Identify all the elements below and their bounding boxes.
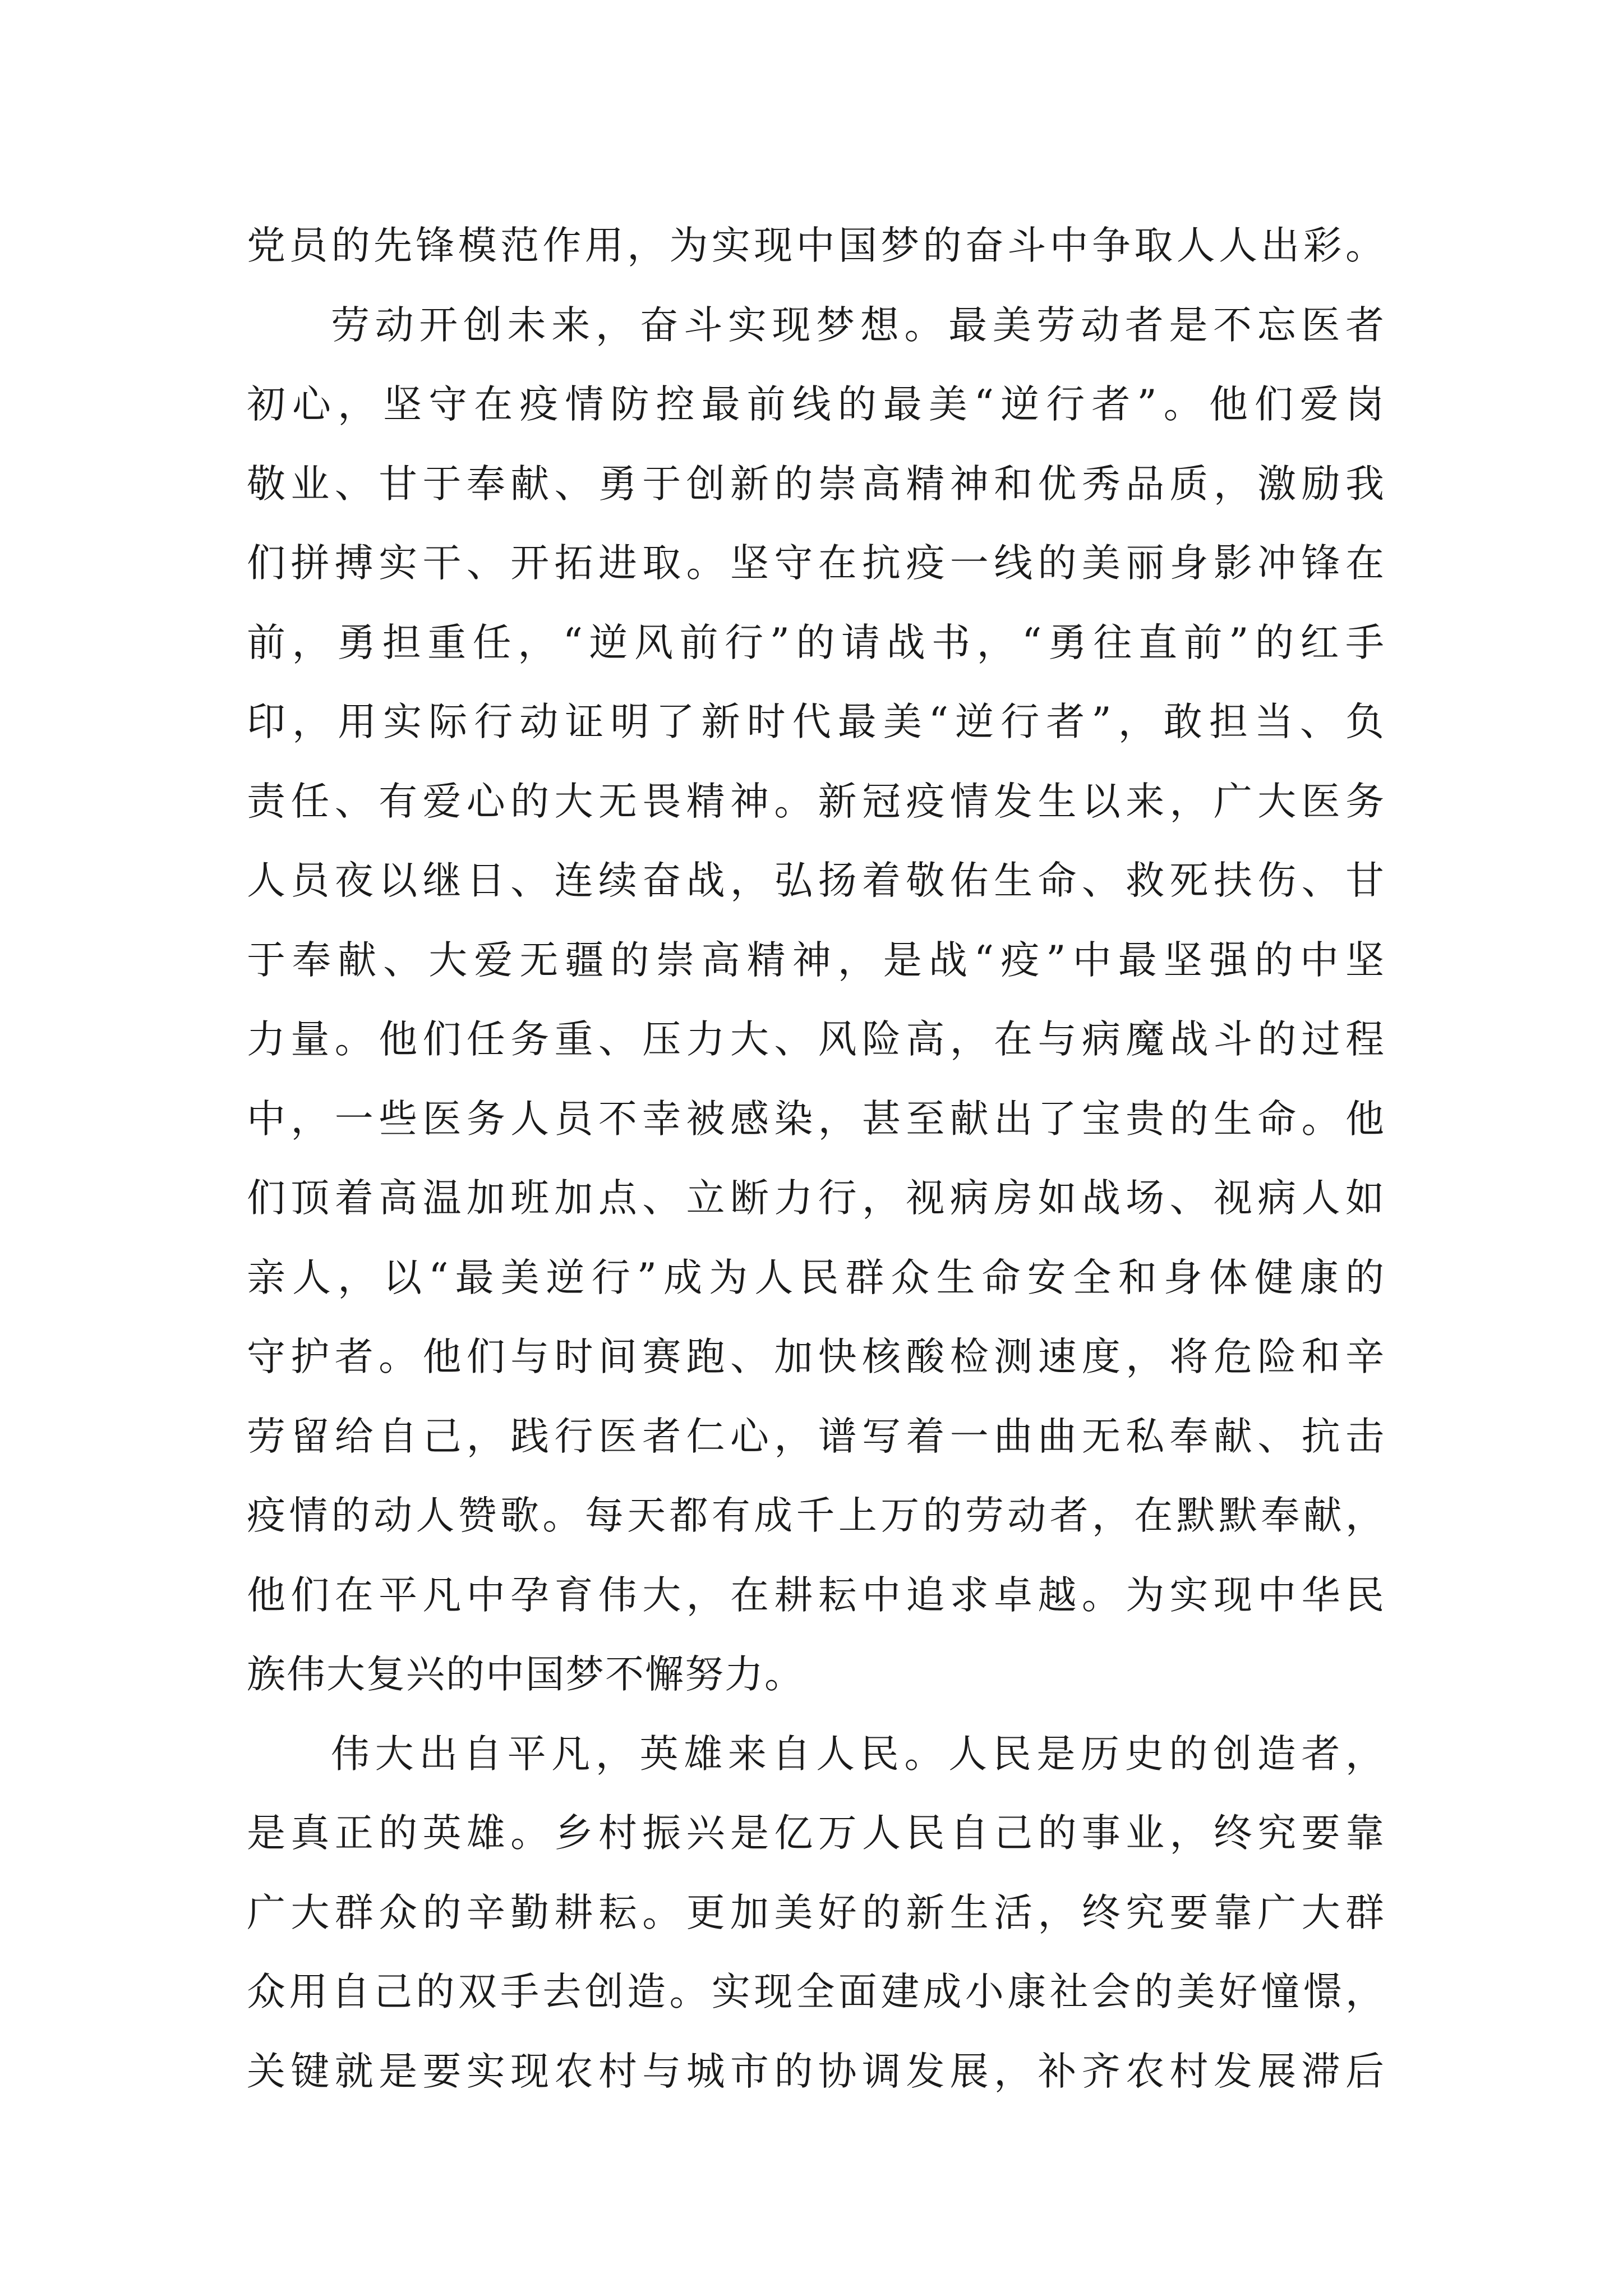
text-line: 关键就是要实现农村与城市的协调发展，补齐农村发展滞后 [247, 2049, 1385, 2094]
text-line: 劳留给自己，践行医者仁心，谱写着一曲曲无私奉献、抗击 [247, 1414, 1385, 1459]
text-line: 中，一些医务人员不幸被感染，甚至献出了宝贵的生命。他 [247, 1096, 1385, 1142]
text-line: 印，用实际行动证明了新时代最美“逆行者”，敢担当、负 [247, 700, 1385, 744]
text-line: 人员夜以继日、连续奋战，弘扬着敬佑生命、救死扶伤、甘 [247, 858, 1385, 903]
text-line: 众用自己的双手去创造。实现全面建成小康社会的美好憧憬， [247, 1970, 1385, 2014]
text-line: 族伟大复兴的中国梦不懈努力。 [247, 1652, 804, 1697]
text-line: 劳动开创未来，奋斗实现梦想。最美劳动者是不忘医者 [331, 302, 1385, 348]
text-line: 守护者。他们与时间赛跑、加快核酸检测速度，将危险和辛 [247, 1335, 1385, 1379]
text-line: 伟大出自平凡，英雄来自人民。人民是历史的创造者， [331, 1731, 1385, 1777]
text-line: 们拼搏实干、开拓进取。坚守在抗疫一线的美丽身影冲锋在 [247, 541, 1385, 586]
text-line: 他们在平凡中孕育伟大，在耕耘中追求卓越。为实现中华民 [247, 1572, 1385, 1618]
text-line: 广大群众的辛勤耕耘。更加美好的新生活，终究要靠广大群 [247, 1890, 1385, 1935]
text-line: 是真正的英雄。乡村振兴是亿万人民自己的事业，终究要靠 [247, 1811, 1385, 1856]
text-line: 亲人，以“最美逆行”成为人民群众生命安全和身体健康的 [247, 1255, 1385, 1300]
text-line: 前，勇担重任，“逆风前行”的请战书，“勇往直前”的红手 [247, 620, 1385, 665]
text-line: 于奉献、大爱无疆的崇高精神，是战“疫”中最坚强的中坚 [247, 937, 1385, 983]
text-line: 党员的先锋模范作用，为实现中国梦的奋斗中争取人人出彩。 [247, 223, 1385, 268]
text-line: 责任、有爱心的大无畏精神。新冠疫情发生以来，广大医务 [247, 779, 1385, 824]
text-line: 初心，坚守在疫情防控最前线的最美“逆行者”。他们爱岗 [247, 382, 1385, 427]
body-text [247, 206, 1385, 2111]
text-line: 们顶着高温加班加点、立断力行，视病房如战场、视病人如 [247, 1176, 1385, 1221]
text-line: 力量。他们任务重、压力大、风险高，在与病魔战斗的过程 [247, 1017, 1385, 1062]
text-line: 疫情的动人赞歌。每天都有成千上万的劳动者，在默默奉献， [247, 1493, 1385, 1538]
text-line: 敬业、甘于奉献、勇于创新的崇高精神和优秀品质，激励我 [247, 461, 1385, 507]
